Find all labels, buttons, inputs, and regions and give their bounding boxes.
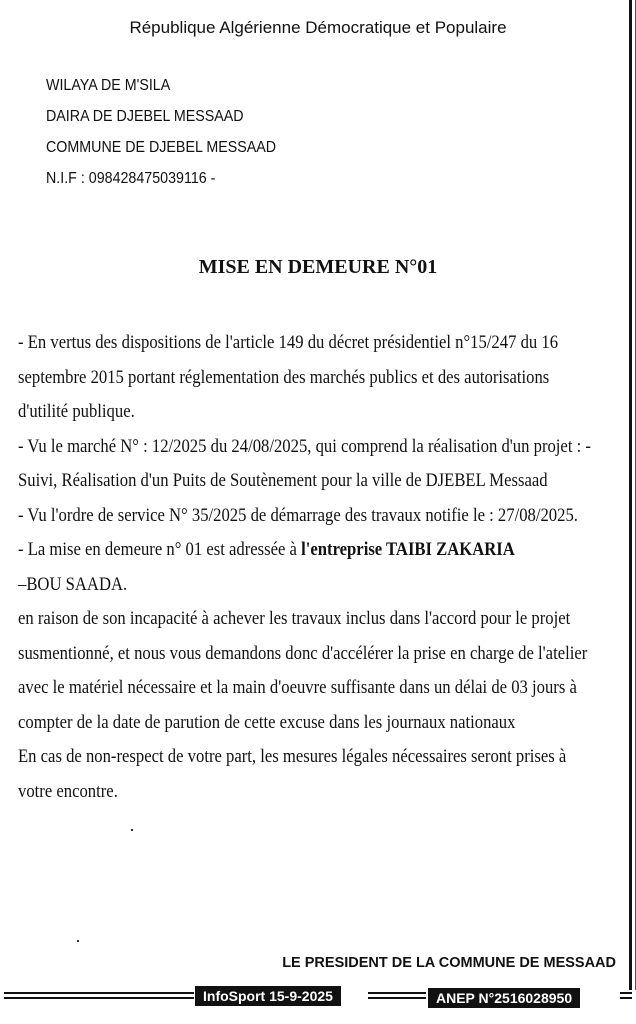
speck bbox=[131, 829, 133, 831]
administration-block bbox=[46, 70, 276, 194]
paragraph-reason: en raison de son incapacité à achever les travaux inclus dans l'accord pour le projet susmentionné, et nous vous demandons donc d'accélérer la prise en charge de l'atelier avec le matériel nécessaire et la main d'oeuvre suffisante dans un délai de 03 jours à compter de la date de parution de cette excuse dans les journaux nationaux bbox=[18, 609, 588, 733]
paragraph-service-order: - Vu l'ordre de service N° 35/2025 de démarrage des travaux notifie le : 27/08/2025. bbox=[18, 505, 578, 526]
commune-line: COMMUNE DE DJEBEL MESSAAD bbox=[46, 139, 277, 156]
anep-badge: ANEP N°2516028950 bbox=[428, 988, 580, 1008]
notice-body bbox=[18, 326, 594, 809]
page-border bbox=[629, 0, 632, 990]
wilaya-line: WILAYA DE M'SILA bbox=[46, 77, 171, 94]
publication-footer bbox=[0, 986, 636, 1010]
footer-rule bbox=[4, 992, 194, 994]
company-name: l'entreprise TAIBI ZAKARIA bbox=[301, 540, 515, 560]
company-city: –BOU SAADA. bbox=[18, 574, 128, 595]
signature-line: LE PRESIDENT DE LA COMMUNE DE MESSAAD bbox=[282, 955, 616, 971]
nif-line: N.I.F : 098428475039116 - bbox=[46, 170, 216, 187]
speck bbox=[77, 940, 79, 942]
footer-rule bbox=[368, 992, 426, 994]
footer-rule bbox=[368, 997, 426, 999]
paragraph-legal-basis: - En vertus des dispositions de l'article 149 du décret présidentiel n°15/247 du 16 septembre 2015 portant réglementation des marchés publics et des autorisations d'utilité publique. bbox=[18, 333, 559, 422]
republic-heading: République Algérienne Démocratique et Populaire bbox=[129, 18, 507, 37]
footer-rule bbox=[4, 997, 194, 999]
paragraph-contract: - Vu le marché N° : 12/2025 du 24/08/2025, qui comprend la réalisation d'un projet : - Suivi, Réalisation d'un Puits de Soutènement pour la ville de DJEBEL Messaad bbox=[18, 436, 591, 491]
addressee-prefix: - La mise en demeure n° 01 est adressée à bbox=[18, 540, 302, 560]
footer-rule bbox=[620, 992, 632, 994]
daira-line: DAIRA DE DJEBEL MESSAAD bbox=[46, 108, 244, 125]
source-badge: InfoSport 15-9-2025 bbox=[195, 986, 341, 1006]
notice-title: MISE EN DEMEURE N°01 bbox=[198, 256, 438, 278]
paragraph-consequence: En cas de non-respect de votre part, les mesures légales nécessaires seront prises à votre encontre. bbox=[18, 747, 567, 802]
paragraph-addressee bbox=[18, 533, 594, 602]
footer-rule bbox=[620, 997, 632, 999]
